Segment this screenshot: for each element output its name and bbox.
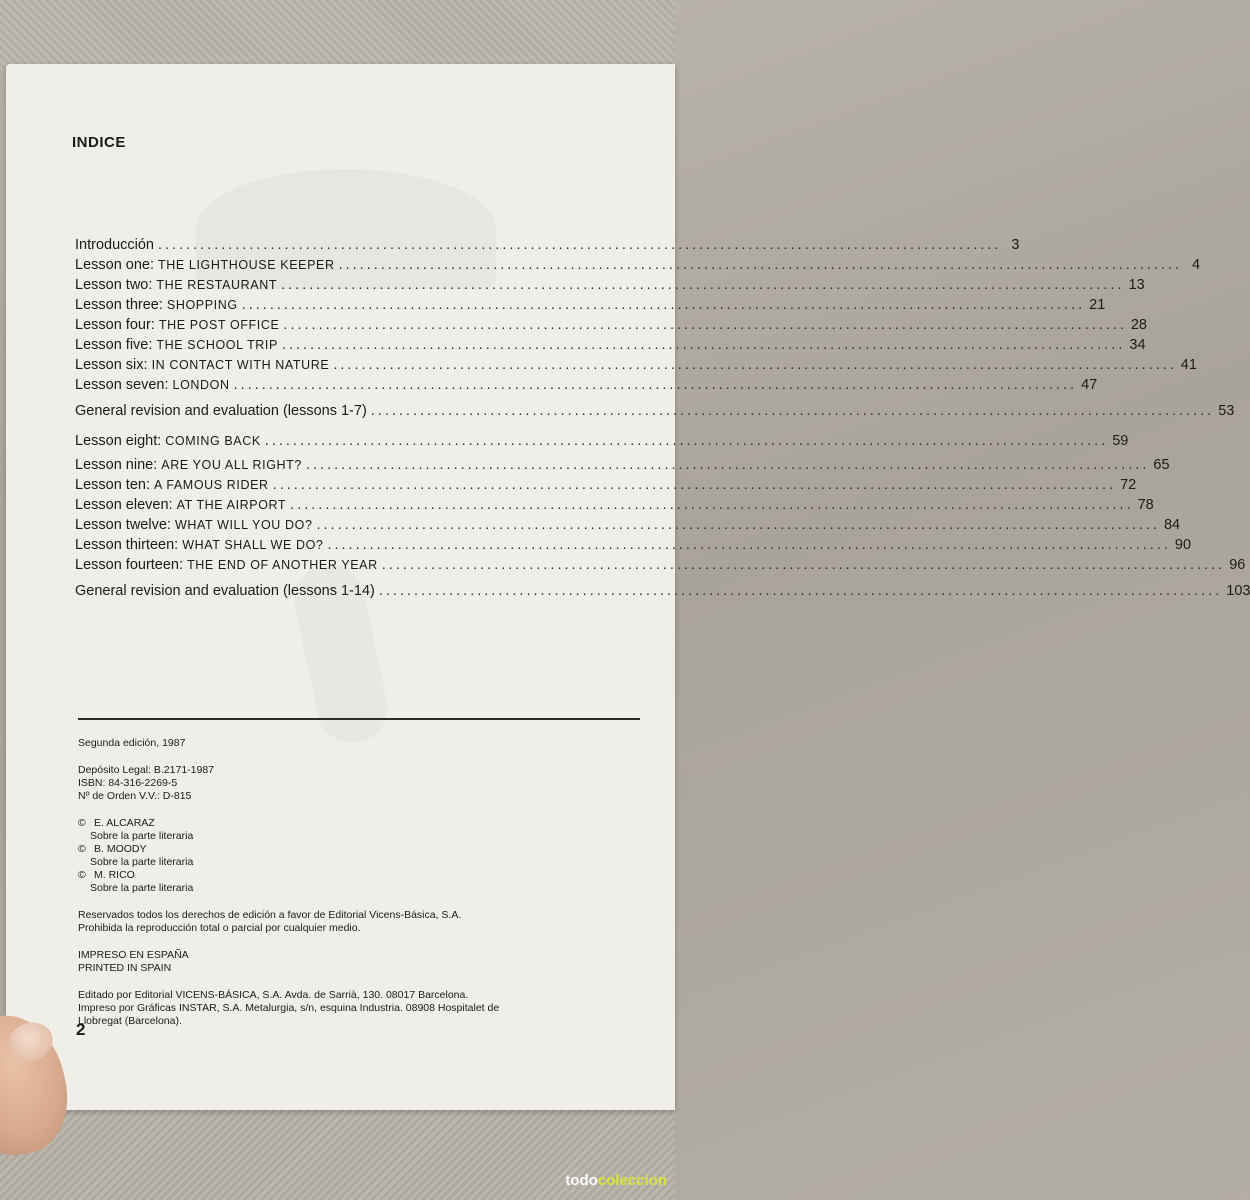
toc-leader-dots: ........................................................................................................................ [381, 557, 1226, 573]
toc-entry-lesson-title: COMING BACK [165, 434, 261, 448]
toc-entry-title [75, 581, 375, 601]
copyright-symbol: © [78, 817, 86, 829]
copyright-item [78, 843, 638, 856]
toc-page-number: 21 [1089, 297, 1106, 313]
toc-entry-prefix: Introducción [75, 237, 154, 253]
toc-leader-dots: ........................................................................................................................ [333, 357, 1177, 373]
toc-entry [75, 255, 1201, 275]
toc-page-number: 65 [1153, 457, 1170, 473]
toc-entry-title [75, 235, 154, 255]
toc-page-number: 84 [1163, 517, 1181, 533]
author-name: B. MOODY [94, 843, 147, 855]
toc-page-number: 96 [1229, 557, 1246, 573]
toc-entry [75, 295, 1106, 315]
printer-line: Impreso por Gráficas INSTAR, S.A. Metalurgia, s/n, esquina Industria. 08908 Hospitalet de [78, 1002, 500, 1014]
toc-leader-dots: ........................................................................................................................ [283, 317, 1127, 333]
toc-page-number: 72 [1120, 477, 1137, 493]
toc-entry-title [75, 555, 378, 575]
toc-entry-title [75, 295, 238, 315]
toc-entry-prefix: General revision and evaluation (lessons 1-14) [75, 583, 375, 599]
toc-entry [75, 375, 1098, 395]
printer-line: Llobregat (Barcelona). [78, 1015, 182, 1027]
author-role: Sobre la parte literaria [90, 830, 194, 842]
toc-entry-prefix: Lesson thirteen: [75, 537, 183, 553]
toc-entry [75, 455, 1170, 475]
toc-entry-title [75, 315, 279, 335]
index-heading: INDICE [72, 134, 126, 151]
toc-entry [75, 475, 1137, 495]
toc-entry-prefix: Lesson two: [75, 277, 157, 293]
toc-entry-prefix: General revision and evaluation (lessons 1-7) [75, 403, 367, 419]
toc-entry-prefix: Lesson fourteen: [75, 557, 188, 573]
toc-entry [75, 535, 1192, 555]
toc-leader-dots: ........................................................................................................................ [281, 337, 1126, 353]
toc-entry-prefix: Lesson one: [75, 257, 159, 273]
toc-entry-title [75, 455, 302, 475]
printed-line: IMPRESO EN ESPAÑA [78, 949, 189, 961]
toc-leader-dots: ........................................................................................................................ [327, 537, 1171, 553]
toc-leader-dots: ........................................................................................................................ [264, 433, 1109, 449]
copyright-symbol: © [78, 869, 86, 881]
toc-entry-title [75, 255, 335, 275]
toc-page-number: 41 [1180, 357, 1197, 373]
copyright-item [78, 869, 638, 882]
toc-entry-prefix: Lesson seven: [75, 377, 173, 393]
toc-entry-lesson-title: WHAT WILL YOU DO? [174, 518, 313, 532]
toc-leader-dots: ........................................................................................................................ [241, 297, 1086, 313]
edition-line: Segunda edición, 1987 [78, 737, 186, 749]
toc-entry-lesson-title: THE SCHOOL TRIP [156, 338, 278, 352]
table-of-contents [75, 235, 1250, 605]
toc-entry-lesson-title: ARE YOU ALL RIGHT? [161, 458, 302, 472]
toc-entry [75, 355, 1197, 375]
page-number: 2 [76, 1020, 86, 1039]
toc-entry [75, 275, 1145, 295]
toc-entry [75, 235, 1020, 255]
toc-entry-title [75, 401, 367, 421]
toc-entry-title [75, 475, 269, 495]
toc-entry-prefix: Lesson three: [75, 297, 167, 313]
toc-entry-lesson-title: THE RESTAURANT [156, 278, 278, 292]
toc-entry [75, 515, 1181, 535]
toc-entry [75, 401, 1235, 425]
toc-leader-dots: ........................................................................................................................ [370, 403, 1215, 419]
toc-page-number: 90 [1174, 537, 1192, 553]
toc-entry-title [75, 275, 277, 295]
toc-leader-dots: ........................................................................................................................ [316, 517, 1160, 533]
publisher-line: Editado por Editorial VICENS-BÁSICA, S.A. Avda. de Sarrià, 130. 08017 Barcelona. [78, 989, 469, 1001]
toc-page-number: 34 [1129, 337, 1146, 353]
toc-entry-title [75, 495, 286, 515]
toc-page-number: 59 [1112, 433, 1129, 449]
printed-line: PRINTED IN SPAIN [78, 962, 172, 974]
rights-line: Reservados todos los derechos de edición a favor de Editorial Vicens-Básica, S.A. [78, 909, 462, 921]
toc-page-number: 4 [1191, 257, 1201, 273]
toc-leader-dots: ........................................................................................................................ [272, 477, 1117, 493]
orden-line: Nº de Orden V.V.: D-815 [78, 790, 192, 802]
toc-entry-prefix: Lesson twelve: [75, 517, 175, 533]
toc-entry-prefix: Lesson eight: [75, 433, 166, 449]
toc-entry-title [75, 355, 329, 375]
toc-entry-title [75, 515, 313, 535]
toc-entry [75, 315, 1147, 335]
toc-page-number: 103 [1226, 583, 1250, 599]
toc-entry-prefix: Lesson five: [75, 337, 157, 353]
toc-entry-title [75, 375, 230, 395]
toc-entry-prefix: Lesson six: [75, 357, 152, 373]
toc-page-number: 3 [1011, 237, 1020, 253]
toc-entry [75, 431, 1129, 455]
toc-entry-prefix: Lesson ten: [75, 477, 154, 493]
toc-leader-dots: ........................................................................................................................ [233, 377, 1078, 393]
toc-entry-prefix: Lesson four: [75, 317, 159, 333]
toc-leader-dots: ........................................................................................................................ [378, 583, 1223, 599]
toc-leader-dots: ........................................................................................................................ [158, 237, 1002, 253]
watermark-prefix: todo [565, 1172, 598, 1189]
background-fabric-top [0, 0, 675, 70]
toc-leader-dots: ........................................................................................................................ [305, 457, 1150, 473]
toc-leader-dots: ........................................................................................................................ [338, 257, 1183, 273]
divider-rule [78, 718, 640, 720]
toc-entry-lesson-title: LONDON [172, 378, 230, 392]
toc-page-number: 47 [1081, 377, 1098, 393]
toc-entry [75, 555, 1246, 575]
toc-entry-lesson-title: A FAMOUS RIDER [154, 478, 269, 492]
toc-leader-dots: ........................................................................................................................ [290, 497, 1134, 513]
toc-entry-title [75, 535, 323, 555]
toc-entry-lesson-title: SHOPPING [166, 298, 238, 312]
toc-entry-lesson-title: THE END OF ANOTHER YEAR [187, 558, 378, 572]
author-role: Sobre la parte literaria [90, 882, 194, 894]
deposito-line: Depósito Legal: B.2171-1987 [78, 764, 215, 776]
isbn-line: ISBN: 84-316-2269-5 [78, 777, 178, 789]
toc-page-number: 78 [1137, 497, 1154, 513]
toc-leader-dots: ........................................................................................................................ [281, 277, 1125, 293]
toc-entry-title [75, 335, 278, 355]
toc-entry-lesson-title: AT THE AIRPORT [176, 498, 287, 512]
author-name: E. ALCARAZ [94, 817, 155, 829]
copyright-list [78, 817, 638, 895]
toc-entry-title [75, 431, 261, 451]
toc-entry-lesson-title: THE LIGHTHOUSE KEEPER [158, 258, 335, 272]
imprint-block [78, 737, 638, 1042]
toc-page-number: 13 [1128, 277, 1145, 293]
toc-page-number: 53 [1218, 403, 1235, 419]
toc-entry-lesson-title: WHAT SHALL WE DO? [182, 538, 324, 552]
author-name: M. RICO [94, 869, 135, 881]
copyright-symbol: © [78, 843, 86, 855]
watermark-accent: coleccion [597, 1172, 667, 1189]
author-role: Sobre la parte literaria [90, 856, 194, 868]
book-page [6, 64, 1250, 1110]
toc-page-number: 28 [1130, 317, 1147, 333]
toc-entry-prefix: Lesson eleven: [75, 497, 177, 513]
toc-entry-lesson-title: THE POST OFFICE [158, 318, 280, 332]
toc-entry [75, 335, 1146, 355]
watermark [565, 1172, 667, 1189]
rights-line: Prohibida la reproducción total o parcial por cualquier medio. [78, 922, 361, 934]
toc-entry [75, 581, 1250, 605]
toc-entry [75, 495, 1154, 515]
toc-entry-lesson-title: IN CONTACT WITH NATURE [151, 358, 330, 372]
toc-entry-prefix: Lesson nine: [75, 457, 162, 473]
copyright-item [78, 817, 638, 830]
